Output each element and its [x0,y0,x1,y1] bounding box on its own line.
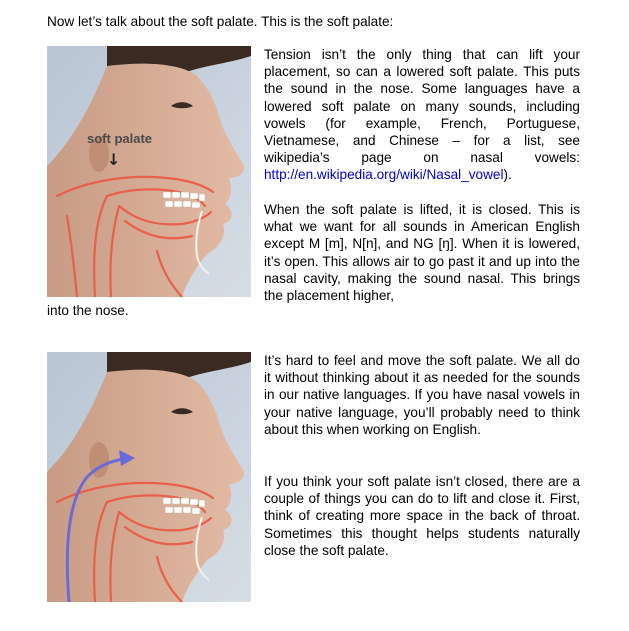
soft-palate-label: soft palate [87,131,153,146]
wikipedia-nasal-vowel-link[interactable]: http://en.wikipedia.org/wiki/Nasal_vowel [264,167,504,183]
soft-palate-illustration [47,46,251,297]
section1-paragraph1-end: ). [503,167,512,183]
intro-sentence: Now let’s talk about the soft palate. This is the soft palate: [47,14,394,29]
soft-palate-arrow-icon: ↓ [107,150,121,169]
section1-paragraph1 [264,46,580,184]
soft-palate-figure [47,46,251,297]
section2-paragraph1 [264,352,580,438]
section1-paragraph2-wrap: into the nose. [47,303,129,318]
section2-paragraph1-text: It’s hard to feel and move the soft palate. We all do it without thinking about it as needed for the sounds in our native languages. If you have nasal vowels in your native language, you’ll probably need to think about this when working on English. [264,353,580,437]
section2-paragraph2 [264,473,580,559]
section1-paragraph2 [264,201,580,304]
nasal-airflow-figure [47,352,251,602]
section2-paragraph2-text: If you think your soft palate isn’t closed, there are a couple of things you can do to lift and close it. First, think of creating more space in the back of throat. Sometimes this thought helps students naturally close the soft palate. [264,474,580,558]
nasal-airflow-illustration [47,352,251,602]
section1-paragraph2-text: When the soft palate is lifted, it is closed. This is what we want for all sounds in American English except M [m], N[n], and NG [ŋ]. When it is lowered, it’s open. This allows air to go past it and up into the nasal cavity, making the sound nasal. This brings the placement higher, [264,202,580,304]
section1-paragraph1-text: Tension isn’t the only thing that can lift your placement, so can a lowered soft palate. This puts the sound in the nose. Some languages have a lowered soft palate on many sounds, including vowels (for example, French, Portuguese, Vietnamese, and Chinese – for a list, see wikipedia’s page on nasal vowels: [264,47,580,166]
